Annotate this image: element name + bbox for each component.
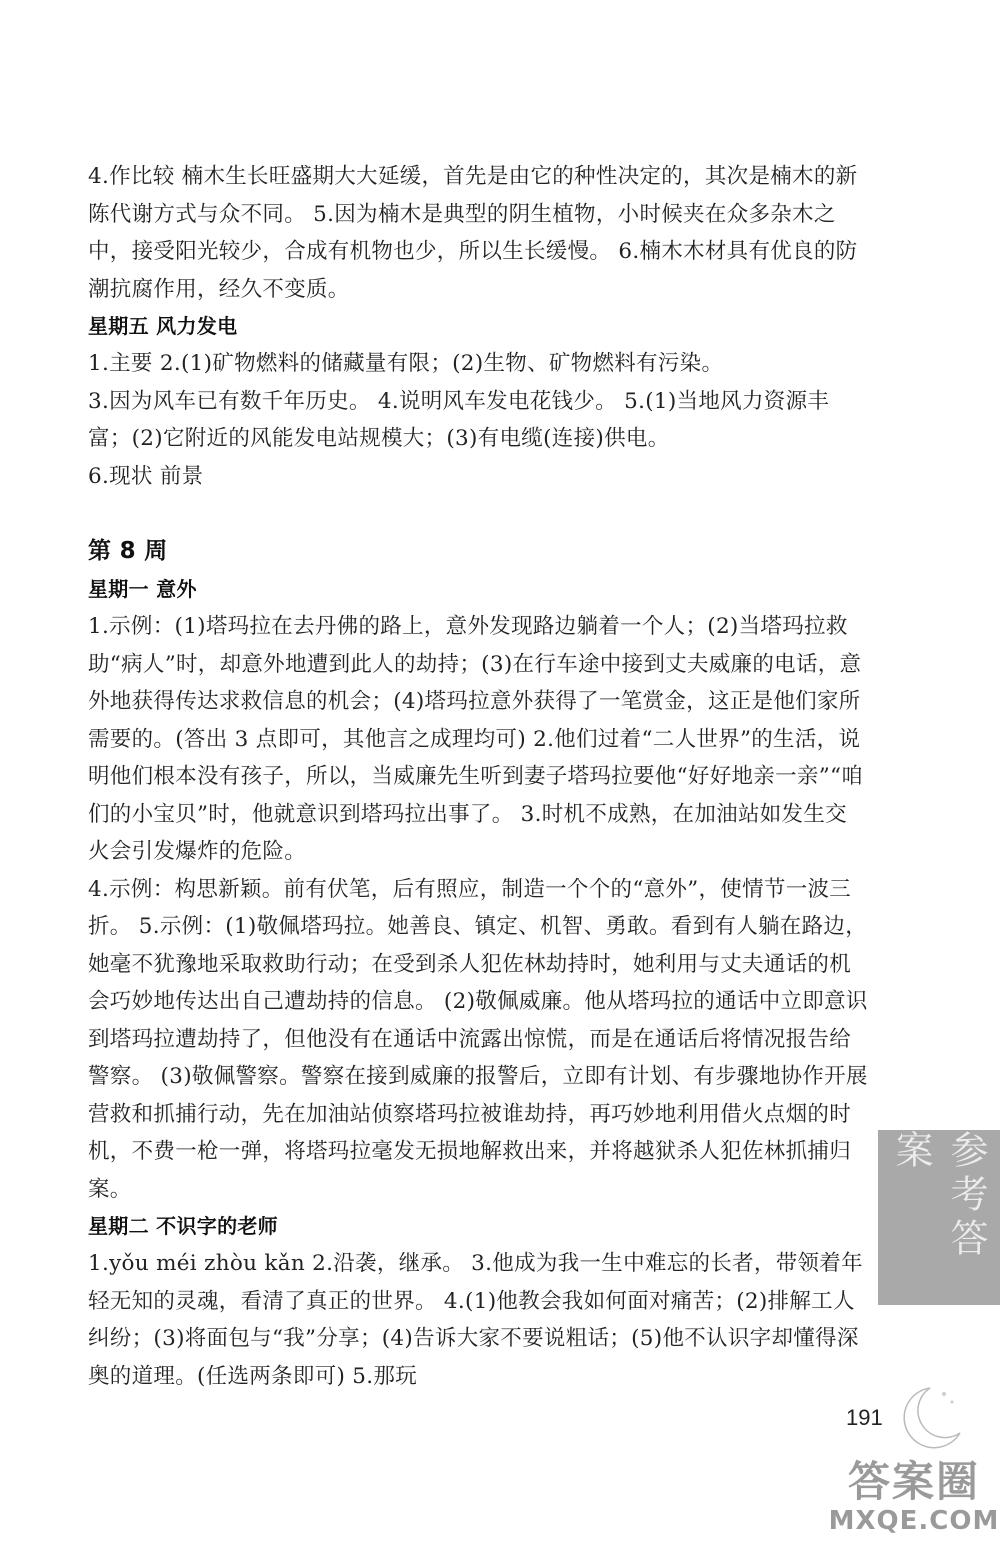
paragraph-6: 4.示例：构思新颖。前有伏笔，后有照应，制造一个个的“意外”，使情节一波三折。 5.示例：(1)敬佩塔玛拉。她善良、镇定、机智、勇敢。看到有人躺在路边，她毫不犹豫地采取救助行动；在受到杀人犯佐林劫持时，她利用与丈夫通话的机会巧妙地传达出自己遭劫持的信息。 (2)敬佩威廉。他从塔玛拉的通话中立即意识到塔玛拉遭劫持了，但他没有在通话中流露出惊慌，而是在通话后将情况报告给警察。 (3)敬佩警察。警察在接到威廉的报警后，立即有计划、有步骤地协作开展营救和抓捕行动，先在加油站侦察塔玛拉被谁劫持，再巧妙地利用借火点烟的时机，不费一枪一弹，将塔玛拉毫发无损地解救出来，并将越狱杀人犯佐林抓捕归案。 xyxy=(88,876,868,1202)
side-tab-label: 参考答案 xyxy=(889,1130,988,1262)
moon-icon xyxy=(900,1378,970,1458)
section-heading-friday-wind-power: 星期五 风力发电 xyxy=(88,314,238,338)
watermark-main: 答案圈 xyxy=(847,1457,980,1506)
paragraph-1: 4.作比较 楠木生长旺盛期大大延缓，首先是由它的种性决定的，其次是楠木的新陈代谢方式与众不同。 5.因为楠木是典型的阴生植物，小时候夹在众多杂木之中，接受阳光较少，合成有机物也少，所以生长缓慢。 6.楠木木材具有优良的防潮抗腐作用，经久不变质。 xyxy=(88,164,858,302)
paragraph-5: 1.示例：(1)塔玛拉在去丹佛的路上，意外发现路边躺着一个人；(2)当塔玛拉救助“病人”时，却意外地遭到此人的劫持；(3)在行车途中接到丈夫威廉的电话，意外地获得传达求救信息的机会；(4)塔玛拉意外获得了一笔赏金，这正是他们家所需要的。(答出 3 点即可，其他言之成理均可) 2.他们过着“二人世界”的生活，说明他们根本没有孩子，所以，当威廉先生听到妻子塔玛拉要他“好好地亲一亲”“咱们的小宝贝”时，他就意识到塔玛拉出事了。 3.时机不成熟，在加油站如发生交火会引发爆炸的危险。 xyxy=(88,614,864,864)
paragraph-4: 6.现状 前景 xyxy=(88,463,204,489)
watermark-url: MXQE.COM xyxy=(828,1506,1000,1536)
week-title: 第 8 周 xyxy=(88,538,168,564)
paragraph-3: 3.因为风车已有数千年历史。 4.说明风车发电花钱少。 5.(1)当地风力资源丰富；(2)它附近的风能发电站规模大；(3)有电缆(连接)供电。 xyxy=(88,388,830,451)
answer-content xyxy=(88,158,868,1395)
page-number: 191 xyxy=(846,1405,883,1430)
paragraph-7: 1.yǒu méi zhòu kǎn 2.沿袭，继承。 3.他成为我一生中难忘的长者，带领着年轻无知的灵魂，看清了真正的世界。 4.(1)他教会我如何面对痛苦；(2)排解工人纠纷；(3)将面包与“我”分享；(4)告诉大家不要说粗话；(5)他不认识字却懂得深奥的道理。(任选两条即可) 5.那玩 xyxy=(88,1251,863,1389)
paragraph-2: 1.主要 2.(1)矿物燃料的储藏量有限；(2)生物、矿物燃料有污染。 xyxy=(88,351,724,376)
section-heading-tuesday-teacher: 星期二 不识字的老师 xyxy=(88,1214,278,1238)
answer-key-side-tab xyxy=(878,1130,1000,1305)
section-heading-monday-accident: 星期一 意外 xyxy=(88,577,197,601)
watermark-logo xyxy=(828,1458,1000,1544)
